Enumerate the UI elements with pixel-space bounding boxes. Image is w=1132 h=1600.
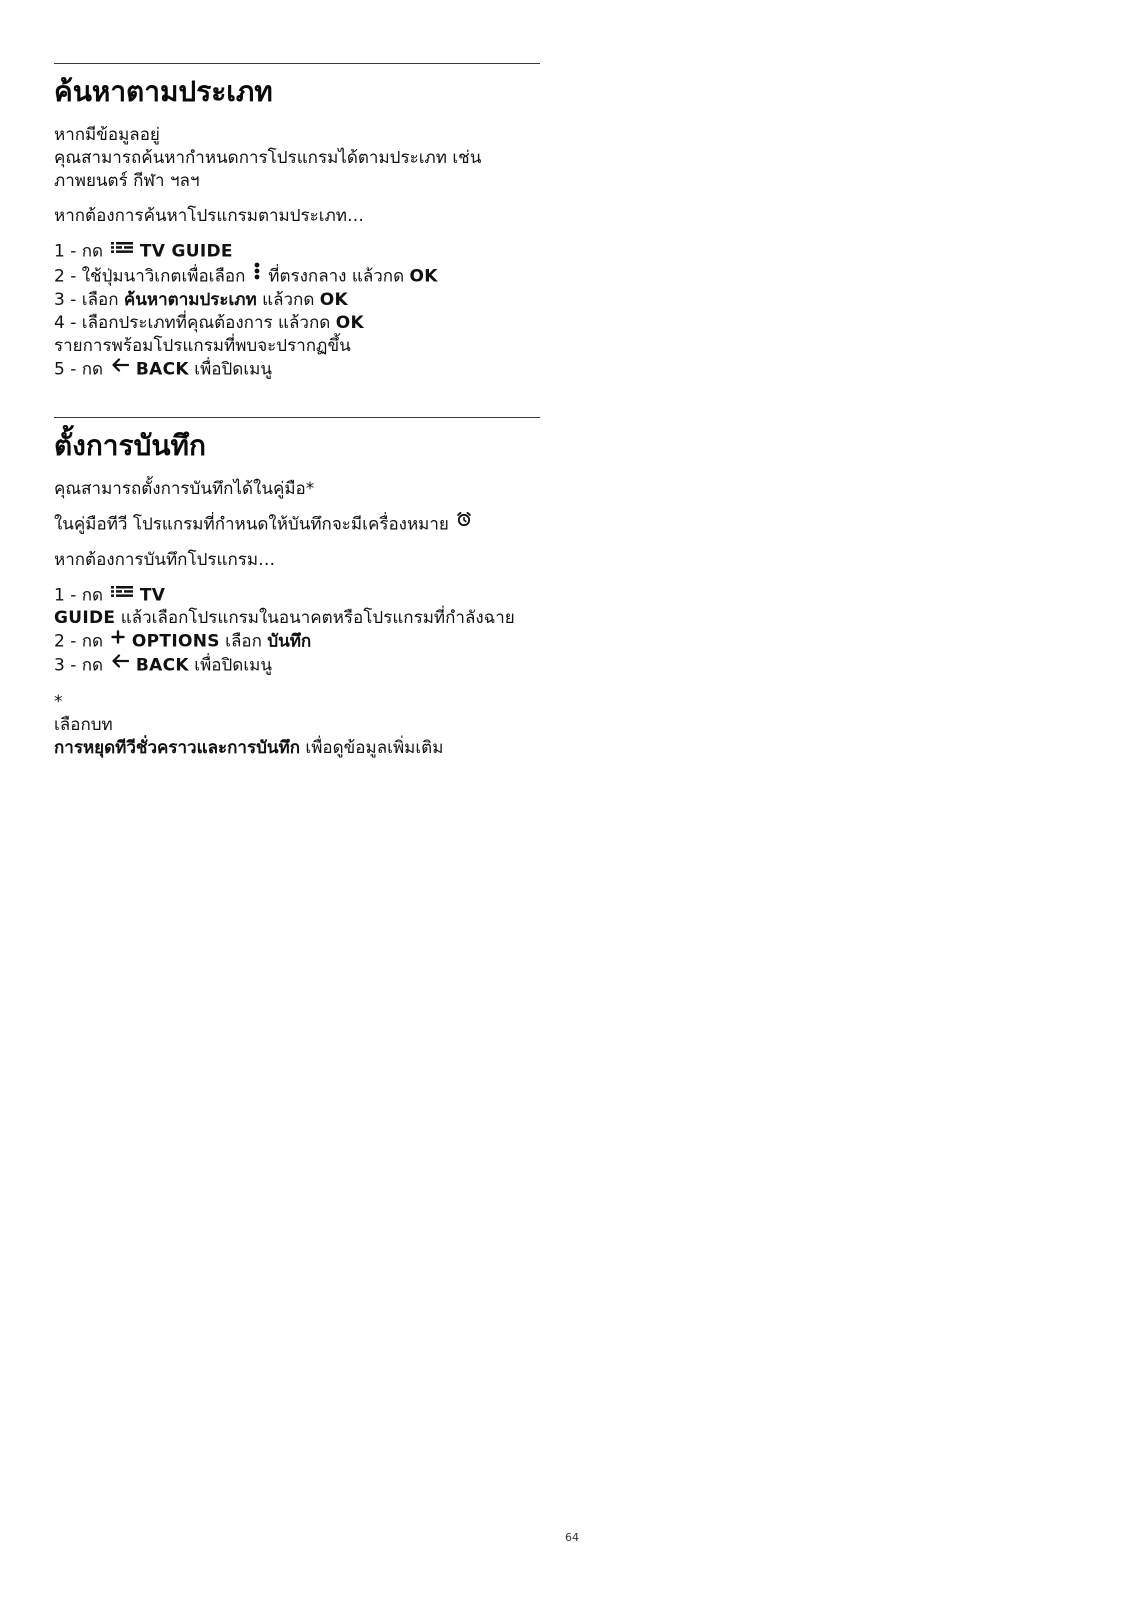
key-label: TV bbox=[139, 585, 166, 605]
back-arrow-icon bbox=[111, 652, 129, 675]
step-3 bbox=[54, 289, 540, 312]
step-prefix: 4 - เลือกประเภทที่คุณต้องการ แล้วกด bbox=[54, 312, 331, 333]
section-divider bbox=[54, 417, 540, 418]
intro-line: คุณสามารถตั้งการบันทึกได้ในคู่มือ* bbox=[54, 479, 315, 499]
step-2 bbox=[54, 630, 540, 654]
step-1 bbox=[54, 240, 540, 264]
key-label: BACK bbox=[135, 359, 189, 379]
mark-line bbox=[54, 513, 540, 537]
menu-item-name: บันทึก bbox=[267, 631, 312, 652]
step-prefix: 2 - ใช้ปุ่มนาวิเกตเพื่อเลือก bbox=[54, 266, 246, 286]
tv-guide-icon bbox=[111, 582, 133, 605]
page-number: 64 bbox=[565, 1531, 579, 1544]
step-prefix: 3 - เลือก bbox=[54, 289, 119, 310]
step-text: แล้วกด bbox=[262, 289, 315, 310]
tv-guide-icon bbox=[111, 238, 133, 261]
step-2 bbox=[54, 264, 540, 289]
step-4-result: รายการพร้อมโปรแกรมที่พบจะปรากฏขึ้น bbox=[54, 335, 351, 356]
section-title: ค้นหาตามประเภท bbox=[54, 75, 273, 108]
step-3 bbox=[54, 654, 540, 678]
key-label: TV GUIDE bbox=[139, 241, 233, 262]
intro-line: ภาพยนตร์ กีฬา ฯลฯ bbox=[54, 171, 200, 191]
key-label: OK bbox=[319, 289, 349, 310]
back-arrow-icon bbox=[111, 356, 129, 379]
footnote-text: เพื่อดูข้อมูลเพิ่มเติม bbox=[305, 738, 444, 758]
step-4 bbox=[54, 312, 540, 335]
step-text: เพื่อปิดเมนู bbox=[194, 655, 272, 675]
step-prefix: 1 - กด bbox=[54, 585, 104, 605]
howto-text: หากต้องการบันทึกโปรแกรม… bbox=[54, 549, 276, 570]
step-prefix: 3 - กด bbox=[54, 655, 104, 675]
step-1 bbox=[54, 584, 540, 608]
howto-text: หากต้องการค้นหาโปรแกรมตามประเภท… bbox=[54, 206, 365, 226]
step-text: เลือก bbox=[225, 631, 262, 652]
section-title: ตั้งการบันทึก bbox=[54, 429, 206, 462]
mark-text: ในคู่มือทีวี โปรแกรมที่กำหนดให้บันทึกจะมีเครื่องหมาย bbox=[54, 514, 449, 535]
chapter-name: การหยุดทีวีชั่วคราวและการบันทึก bbox=[54, 738, 300, 758]
footnote-line: เลือกบท bbox=[54, 715, 113, 735]
key-label: BACK bbox=[135, 655, 189, 675]
section-divider bbox=[54, 63, 540, 64]
key-label: OK bbox=[409, 266, 438, 286]
footnote-reference bbox=[54, 737, 540, 760]
intro-line: หากมีข้อมูลอยู่ bbox=[54, 125, 160, 145]
plus-icon bbox=[111, 628, 125, 651]
step-1-cont bbox=[54, 607, 540, 630]
menu-item-name: ค้นหาตามประเภท bbox=[123, 289, 257, 310]
intro-line: คุณสามารถค้นหากำหนดการโปรแกรมได้ตามประเภท เช่น bbox=[54, 148, 482, 168]
dots-icon bbox=[253, 262, 261, 287]
step-text: ที่ตรงกลาง แล้วกด bbox=[268, 266, 405, 286]
section-search-by-genre bbox=[54, 63, 540, 381]
key-label: GUIDE bbox=[54, 608, 116, 628]
key-label: OK bbox=[335, 312, 364, 333]
step-prefix: 2 - กด bbox=[54, 631, 104, 652]
step-5 bbox=[54, 358, 540, 382]
key-label: OPTIONS bbox=[131, 631, 220, 652]
step-text: แล้วเลือกโปรแกรมในอนาคตหรือโปรแกรมที่กำลังฉาย bbox=[120, 608, 515, 628]
step-prefix: 5 - กด bbox=[54, 359, 104, 379]
footnote-mark: * bbox=[54, 692, 63, 712]
step-prefix: 1 - กด bbox=[54, 241, 104, 262]
alarm-clock-icon bbox=[456, 511, 472, 534]
step-text: เพื่อปิดเมนู bbox=[194, 359, 272, 379]
section-set-recording bbox=[54, 417, 540, 760]
